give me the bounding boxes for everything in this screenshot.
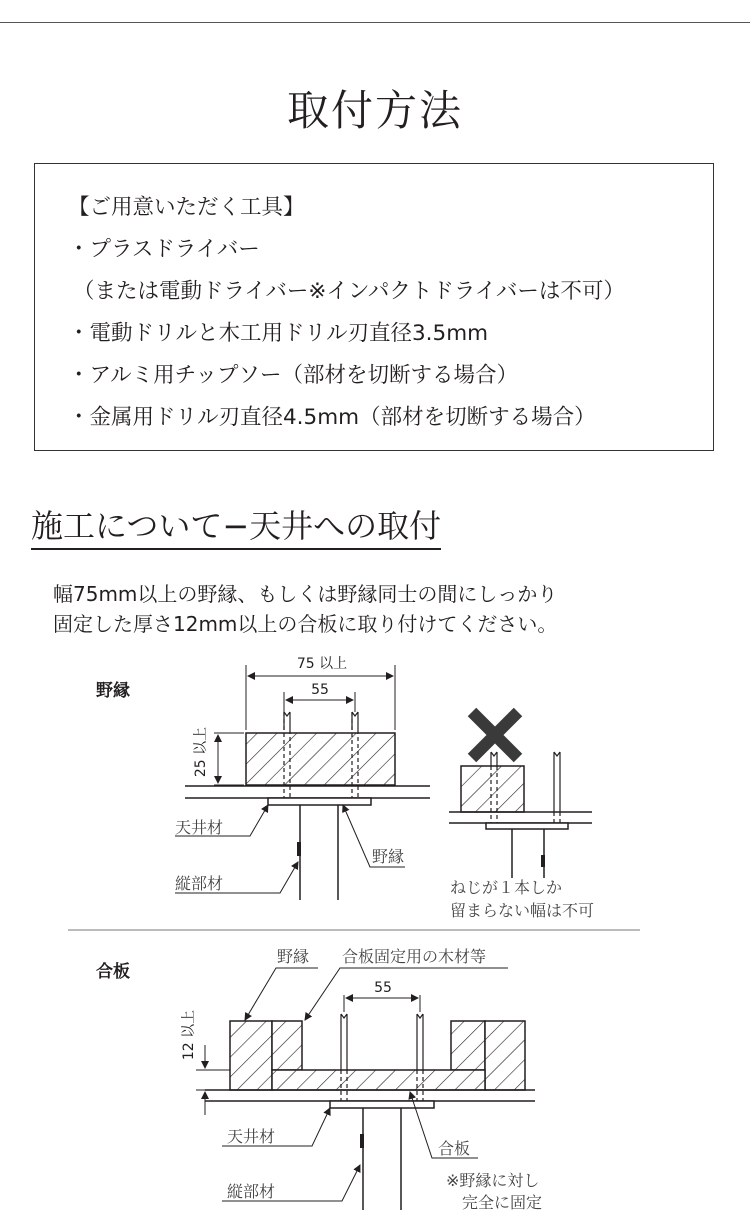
description-line: 固定した厚さ12mm以上の合板に取り付けてください。 <box>53 612 558 636</box>
joist-block <box>246 733 395 785</box>
ng-note: ねじが１本しか <box>450 878 563 897</box>
callout-vertical: 縦部材 <box>175 874 224 893</box>
dim-screw-text: 55 <box>311 682 329 698</box>
tools-item: ・アルミ用チップソー（部材を切断する場合） <box>68 363 518 388</box>
page-title: 取付方法 <box>286 86 463 135</box>
section-heading: 施工について−天井への取付 <box>31 506 441 550</box>
callout-fixing-wood: 合板固定用の木材等 <box>342 947 487 966</box>
vertical-member-clip <box>360 1134 364 1148</box>
narrow-joist-block <box>461 766 524 812</box>
mounting-plate <box>330 1101 434 1108</box>
ng-example <box>449 712 594 920</box>
dim-width-text: 75 以上 <box>296 656 348 672</box>
mounting-plate <box>268 798 371 805</box>
callout-plywood: 合板 <box>438 1139 471 1158</box>
mounting-plate <box>486 823 568 829</box>
plywood-figure <box>96 947 542 1212</box>
vertical-member-clip <box>541 855 545 867</box>
callout-leader <box>305 968 508 1020</box>
dim-screw-text: 55 <box>374 980 392 996</box>
callout-joist: 野縁 <box>372 847 405 866</box>
tools-item: ・プラスドライバー <box>68 237 260 262</box>
dim-height-text: 12 以上 <box>181 1009 197 1061</box>
callout-ceiling: 天井材 <box>227 1127 276 1146</box>
callout-leader <box>245 968 318 1020</box>
description-line: 幅75mm以上の野縁、もしくは野縁同士の間にしっかり <box>53 582 558 606</box>
tools-item: ・金属用ドリル刃直径4.5mm（部材を切断する場合） <box>68 405 596 430</box>
plywood-note: 完全に固定 <box>462 1193 543 1212</box>
fixing-wood-block <box>451 1021 485 1070</box>
joist-block <box>485 1021 525 1090</box>
plywood-note: ※野縁に対し <box>446 1171 540 1190</box>
joist-block <box>230 1021 272 1090</box>
prohibited-x-icon <box>472 712 518 758</box>
joist-figure <box>96 656 430 900</box>
screw <box>554 752 560 825</box>
tools-heading: 【ご用意いただく工具】 <box>68 195 305 220</box>
dim-height-text: 25 以上 <box>193 726 209 778</box>
callout-joist: 野縁 <box>277 947 310 966</box>
ng-note: 留まらない幅は不可 <box>450 901 595 920</box>
tools-item: （または電動ドライバー※インパクトドライバーは不可） <box>73 279 625 304</box>
plywood-figure-label: 合板 <box>96 962 130 982</box>
callout-ceiling: 天井材 <box>175 818 224 837</box>
callout-vertical: 縦部材 <box>227 1182 276 1201</box>
tools-item: ・電動ドリルと木工用ドリル刃直径3.5mm <box>68 321 489 346</box>
plywood-sheet <box>272 1070 485 1090</box>
fixing-wood-block <box>272 1021 302 1070</box>
joist-figure-label: 野縁 <box>96 681 130 701</box>
vertical-member-clip <box>297 842 301 856</box>
